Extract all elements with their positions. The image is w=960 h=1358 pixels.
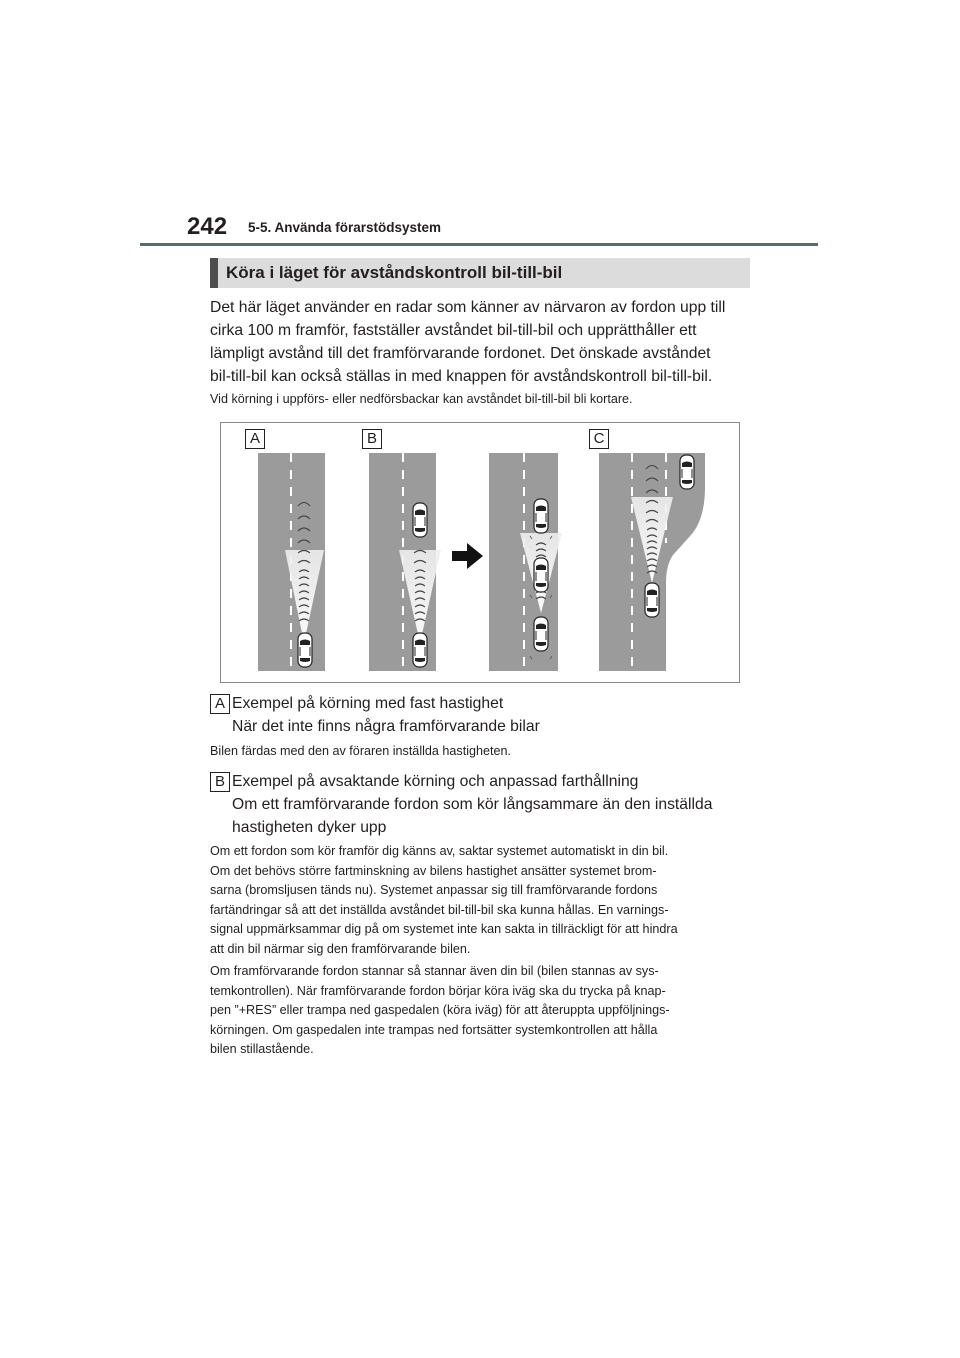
item-b-subheading-line: hastigheten dyker upp — [232, 819, 387, 836]
intro-line: Det här läget använder en radar som känner av närvaron av fordon upp till — [210, 299, 726, 316]
paragraph-line: Om det behövs större fartminskning av bilens hastighet ansätter systemet brom- — [210, 863, 657, 878]
item-a-heading: Exempel på körning med fast hastighet — [232, 695, 504, 712]
paragraph-line: att din bil närmar sig den framförvarande bilen. — [210, 941, 471, 956]
item-b-heading: Exempel på avsaktande körning och anpassad farthållning — [232, 773, 639, 790]
paragraph-line: sarna (bromsljusen tänds nu). Systemet anpassar sig till framförvarande fordons — [210, 883, 658, 897]
title-accent — [210, 258, 218, 288]
paragraph-line: pen ”+RES” eller trampa ned gaspedalen (köra iväg) för att återuppta uppföljnings- — [210, 1003, 670, 1017]
paragraph-line: temkontrollen). När framförvarande fordon börjar köra iväg ska du trycka på knap- — [210, 983, 666, 998]
figure-label-c: C — [589, 429, 609, 449]
item-b-paragraph-2 — [210, 962, 758, 1060]
item-b-paragraph-1 — [210, 842, 758, 959]
paragraph-line: Om framförvarande fordon stannar så stannar även din bil (bilen stannas av sys- — [210, 964, 659, 978]
section-title: Köra i läget för avståndskontroll bil-till-bil — [226, 263, 563, 282]
item-a-subheading: När det inte finns några framförvarande bilar — [232, 718, 540, 735]
intro-paragraph — [210, 296, 758, 388]
item-a-label: A — [210, 694, 230, 714]
item-b-subheading — [232, 793, 752, 839]
paragraph-line: bilen stillastående. — [210, 1042, 314, 1056]
figure-label-b: B — [362, 429, 382, 449]
intro-line: lämpligt avstånd till det framförvarande fordonet. Det önskade avståndet — [210, 345, 711, 362]
intro-line: bil-till-bil kan också ställas in med knappen för avståndskontroll bil-till-bil. — [210, 368, 713, 385]
intro-line: cirka 100 m framför, fastställer avståndet bil-till-bil och upprätthåller ett — [210, 322, 697, 339]
item-b-label: B — [210, 772, 230, 792]
section-reference: 5-5. Använda förarstödsystem — [248, 220, 442, 235]
acc-diagram — [221, 423, 741, 684]
header-divider — [140, 243, 818, 246]
page-number: 242 — [187, 213, 228, 240]
figure-label-a: A — [245, 429, 265, 449]
acc-illustration — [220, 422, 740, 683]
paragraph-line: fartändringar så att det inställda avståndet bil-till-bil ska kunna hållas. En varnings- — [210, 902, 669, 917]
item-a-description: Bilen färdas med den av föraren inställda hastigheten. — [210, 744, 512, 758]
intro-note: Vid körning i uppförs- eller nedförsbackar kan avståndet bil-till-bil bli kortare. — [210, 392, 633, 406]
section-title-bar — [210, 258, 750, 288]
paragraph-line: signal uppmärksammar dig på om systemet inte kan sakta in tillräckligt för att hindra — [210, 922, 678, 936]
paragraph-line: Om ett fordon som kör framför dig känns av, saktar systemet automatiskt in din bil. — [210, 844, 669, 858]
item-b-subheading-line: Om ett framförvarande fordon som kör långsammare än den inställda — [232, 796, 713, 813]
transition-arrow — [452, 543, 483, 569]
paragraph-line: körningen. Om gaspedalen inte trampas ned fortsätter systemkontrollen att hålla — [210, 1022, 658, 1037]
